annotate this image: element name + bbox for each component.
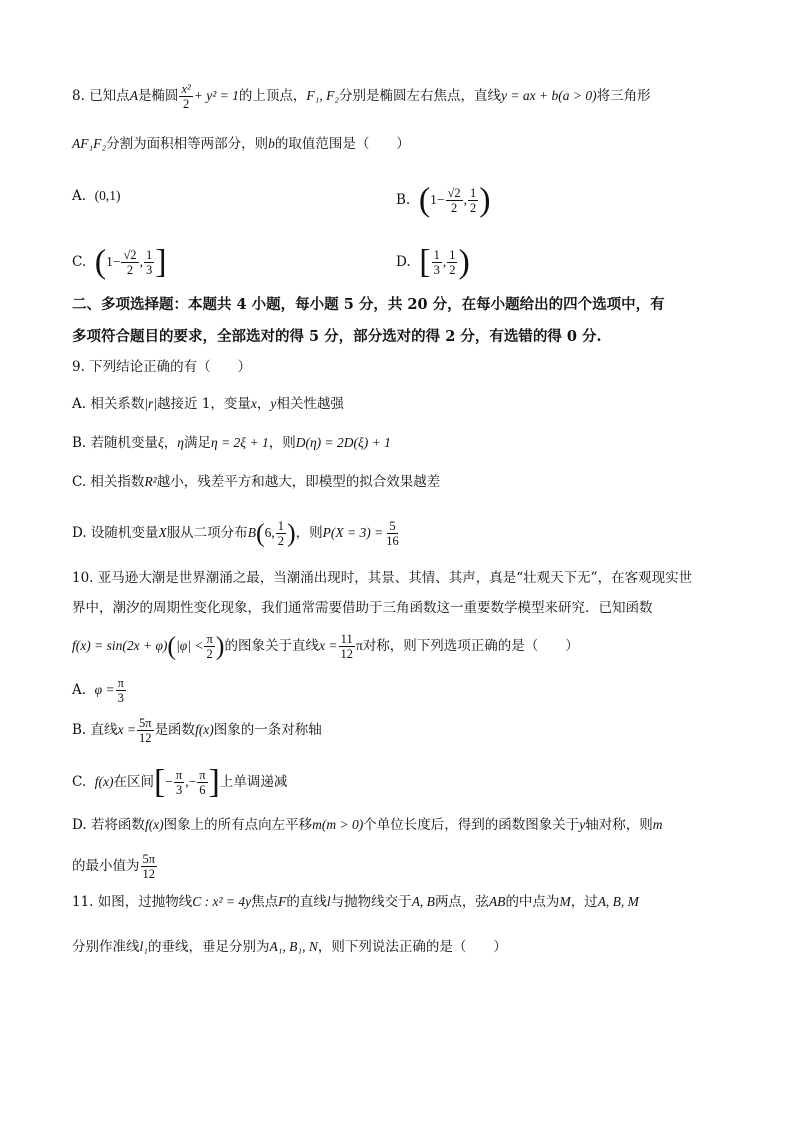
q11-text: ，则下列说法正确的是（ ） <box>317 939 507 955</box>
frac-num: 1 <box>449 248 456 262</box>
fraction <box>447 248 457 277</box>
bracket-close: ] <box>155 243 167 281</box>
option-math: η = 2ξ + 1 <box>211 435 269 450</box>
option-math: |r| <box>144 396 158 411</box>
frac-num: 5 <box>389 519 396 533</box>
frac-den: 3 <box>117 691 124 705</box>
q8-math: A <box>129 88 138 103</box>
q8-math: y = ax + b(a > 0) <box>501 88 597 103</box>
paren-open: ( <box>418 181 431 219</box>
frac-den: 2 <box>449 263 456 277</box>
q11-text: ，过 <box>570 894 598 910</box>
option-value: (0,1) <box>94 188 121 203</box>
q11-text: 焦点 <box>251 894 279 910</box>
option-text: D. 设随机变量 <box>72 525 159 541</box>
option-text: B. 若随机变量 <box>72 435 159 451</box>
bracket-open: [ <box>419 243 431 281</box>
frac-den: 12 <box>142 867 156 881</box>
option-math: f(x) <box>195 722 214 737</box>
option-text: 图象的一条对称轴 <box>213 722 322 738</box>
q8-text: 的上顶点， <box>238 88 307 104</box>
fraction <box>197 768 207 797</box>
q8-text: 是椭圆 <box>137 88 179 104</box>
option-math: 6, <box>264 525 275 540</box>
q11-text: 11. 如图，过抛物线 <box>72 894 193 910</box>
frac-num: √2 <box>123 248 137 262</box>
q10-line2: 界中，潮汐的周期性变化现象，我们通常需要借助于三角函数这一重要数学模型来研究．已知函数 <box>72 600 653 616</box>
option-text: 轴对称，则 <box>585 817 653 833</box>
option-text: ，则 <box>295 525 323 541</box>
q11-math: M <box>559 894 571 909</box>
option-label: D. <box>396 254 411 270</box>
q8-option-a <box>72 186 121 206</box>
frac-num: 5π <box>139 716 152 730</box>
option-text: B. 直线 <box>72 722 118 738</box>
option-math: B <box>247 525 256 540</box>
ellipse-fraction <box>179 82 192 111</box>
option-text: 上单调递减 <box>219 774 288 790</box>
frac-den: 2 <box>182 97 190 111</box>
q8-option-c <box>72 243 167 281</box>
section2-heading-line2: 多项符合题目的要求，全部选对的得 5 分，部分选对的得 2 分，有选错的得 0 分. <box>72 328 602 345</box>
q11-text: 的中点为 <box>505 894 560 910</box>
q11-text: 与抛物线交于 <box>330 894 412 910</box>
option-text: 在区间 <box>113 774 154 790</box>
q9-option-a <box>72 394 344 414</box>
option-math: η <box>177 435 184 450</box>
option-label: B. <box>396 192 411 208</box>
frac-num: 1 <box>145 248 153 262</box>
q10-text: 对称，则下列选项正确的是（ ） <box>362 638 579 654</box>
option-text: A. 相关系数 <box>72 396 145 412</box>
q8-text: 将三角形 <box>596 88 651 104</box>
paren-close: ) <box>458 243 470 281</box>
option-math: m <box>652 817 663 832</box>
paren-open: ( <box>94 243 107 281</box>
frac-den: 12 <box>340 647 353 661</box>
q11-line1 <box>72 892 639 912</box>
q8-line1 <box>72 82 651 111</box>
q11-math: A₁, B₁, N <box>269 939 318 954</box>
option-math: D(η) = 2D(ξ) + 1 <box>295 435 391 450</box>
frac-den: 12 <box>139 731 152 745</box>
option-math: x = <box>117 722 136 737</box>
option-math: ξ <box>158 435 164 450</box>
option-text: ，则 <box>268 435 296 451</box>
paren-open: ( <box>255 518 265 548</box>
paren-close: ) <box>479 181 491 219</box>
q10-option-a <box>72 676 127 705</box>
q10-option-d-line2 <box>72 852 158 881</box>
paren-close: ) <box>286 518 296 548</box>
q10-math: |φ| < <box>176 638 204 653</box>
section2-heading-line1: 二、多项选择题：本题共 4 小题，每小题 5 分，共 20 分，在每小题给出的四个选项中，有 <box>72 296 665 313</box>
frac-den: 2 <box>277 534 284 548</box>
fraction <box>204 632 214 661</box>
fraction <box>276 519 286 548</box>
fraction <box>144 248 154 277</box>
frac-num: 5π <box>142 852 156 866</box>
frac-den: 3 <box>175 783 183 797</box>
q8-text: 已知点 <box>89 88 130 104</box>
option-math: , <box>442 254 447 269</box>
bracket-open: [ <box>153 763 166 801</box>
q11-math: A, B <box>411 894 435 909</box>
option-label: C. <box>72 254 87 270</box>
frac-den: 6 <box>199 783 206 797</box>
q8-option-d <box>396 243 470 281</box>
option-text: 个单位长度后，得到的函数图象关于 <box>363 817 580 833</box>
frac-den: 3 <box>145 263 153 277</box>
option-text: D. 若将函数 <box>72 817 145 833</box>
frac-num: π <box>175 768 183 782</box>
frac-num: π <box>117 676 124 690</box>
frac-num: π <box>199 768 206 782</box>
frac-num: 11 <box>340 632 353 646</box>
option-text: ， <box>256 396 271 412</box>
frac-den: 2 <box>206 647 213 661</box>
option-math: , <box>463 192 468 207</box>
q11-text: 两点，弦 <box>434 894 489 910</box>
paren-close: ) <box>215 631 225 661</box>
option-math: − <box>165 774 173 789</box>
fraction <box>141 852 158 881</box>
option-math: R² <box>144 474 157 489</box>
option-math: φ = <box>94 682 115 697</box>
q8-math: AF₁F₂ <box>72 136 107 151</box>
fraction <box>384 519 401 548</box>
frac-den: 2 <box>126 263 134 277</box>
fraction <box>338 632 355 661</box>
q10-option-c <box>72 763 288 801</box>
frac-den: 2 <box>450 201 458 215</box>
q11-math: AB <box>488 894 506 909</box>
fraction <box>174 768 184 797</box>
option-text: 的最小值为 <box>72 858 140 874</box>
fraction <box>121 248 138 277</box>
q8-line2 <box>72 134 410 154</box>
option-math: , <box>139 254 143 269</box>
frac-num: 1 <box>433 248 440 262</box>
option-math: f(x) <box>94 774 114 789</box>
fraction <box>446 186 463 215</box>
option-label: C. <box>72 774 87 790</box>
q9-option-d <box>72 519 402 548</box>
fraction <box>432 248 442 277</box>
option-math: y <box>270 396 277 411</box>
q11-text: 的垂线，垂足分别为 <box>147 939 270 955</box>
option-math: 1− <box>106 254 121 269</box>
frac-num: π <box>206 632 213 646</box>
option-text: ， <box>163 435 178 451</box>
option-math: ,− <box>185 774 197 789</box>
option-label: A. <box>72 682 87 698</box>
q8-math: F₁, F₂ <box>306 88 340 103</box>
q10-option-b <box>72 716 322 745</box>
option-math: 1− <box>430 192 445 207</box>
option-math: f(x) <box>144 817 164 832</box>
q11-math: F <box>278 894 287 909</box>
option-text: 越接近 1，变量 <box>157 396 251 412</box>
q8-math: + y² = 1 <box>193 88 239 103</box>
q11-math: l <box>326 894 331 909</box>
option-label: A. <box>72 188 87 204</box>
option-text: C. 相关指数 <box>72 474 145 490</box>
frac-num: 1 <box>277 519 284 533</box>
frac-num: x² <box>181 82 191 96</box>
option-text: 服从二项分布 <box>166 525 248 541</box>
q11-line2 <box>72 937 507 957</box>
frac-den: 2 <box>470 201 477 215</box>
frac-num: 1 <box>470 186 477 200</box>
q8-text: 分别是椭圆左右焦点，直线 <box>339 88 502 104</box>
q10-math: x = <box>318 638 338 653</box>
q8-number: 8. <box>72 88 85 104</box>
q10-line1: 10. 亚马逊大潮是世界潮涌之最，当潮涌出现时，其景、其情、其声，真是“壮观天下无”，在客观现实世 <box>72 570 693 586</box>
fraction <box>137 716 154 745</box>
q8-text: 分割为面积相等两部分，则 <box>106 136 269 152</box>
option-text: 满足 <box>184 435 211 451</box>
option-math: m(m > 0) <box>312 817 364 832</box>
q10-line3 <box>72 632 579 661</box>
q8-option-b <box>396 181 491 219</box>
option-text: 相关性越强 <box>276 396 344 412</box>
q11-text: 分别作准线 <box>72 939 140 955</box>
q10-math: f(x) = sin(2x + φ) <box>72 638 168 653</box>
bracket-close: ] <box>208 763 220 801</box>
q11-math: l₁ <box>139 939 148 954</box>
option-text: 越小，残差平方和越大，即模型的拟合效果越差 <box>156 474 441 490</box>
option-text: 图象上的所有点向左平移 <box>163 817 313 833</box>
q10-option-d-line1 <box>72 815 663 835</box>
frac-den: 3 <box>433 263 440 277</box>
q11-math: C : x² = 4y <box>192 894 252 909</box>
q8-text: 的取值范围是（ ） <box>274 136 410 152</box>
option-math: x <box>250 396 257 411</box>
option-math: X <box>158 525 167 540</box>
frac-num: √2 <box>447 186 461 200</box>
q10-text: 的图象关于直线 <box>224 638 319 654</box>
fraction <box>116 676 126 705</box>
q8-math: b <box>268 136 275 151</box>
option-math: P(X = 3) = <box>322 525 384 540</box>
paren-open: ( <box>167 631 177 661</box>
option-math: y <box>579 817 586 832</box>
fraction <box>468 186 478 215</box>
q9-stem: 9. 下列结论正确的有（ ） <box>72 359 252 375</box>
option-text: 是函数 <box>154 722 196 738</box>
q11-text: 的直线 <box>286 894 327 910</box>
q9-option-c <box>72 472 440 492</box>
q9-option-b <box>72 433 391 453</box>
frac-den: 16 <box>386 534 399 548</box>
q11-math: A, B, M <box>597 894 639 909</box>
q10-math: π <box>355 638 363 653</box>
